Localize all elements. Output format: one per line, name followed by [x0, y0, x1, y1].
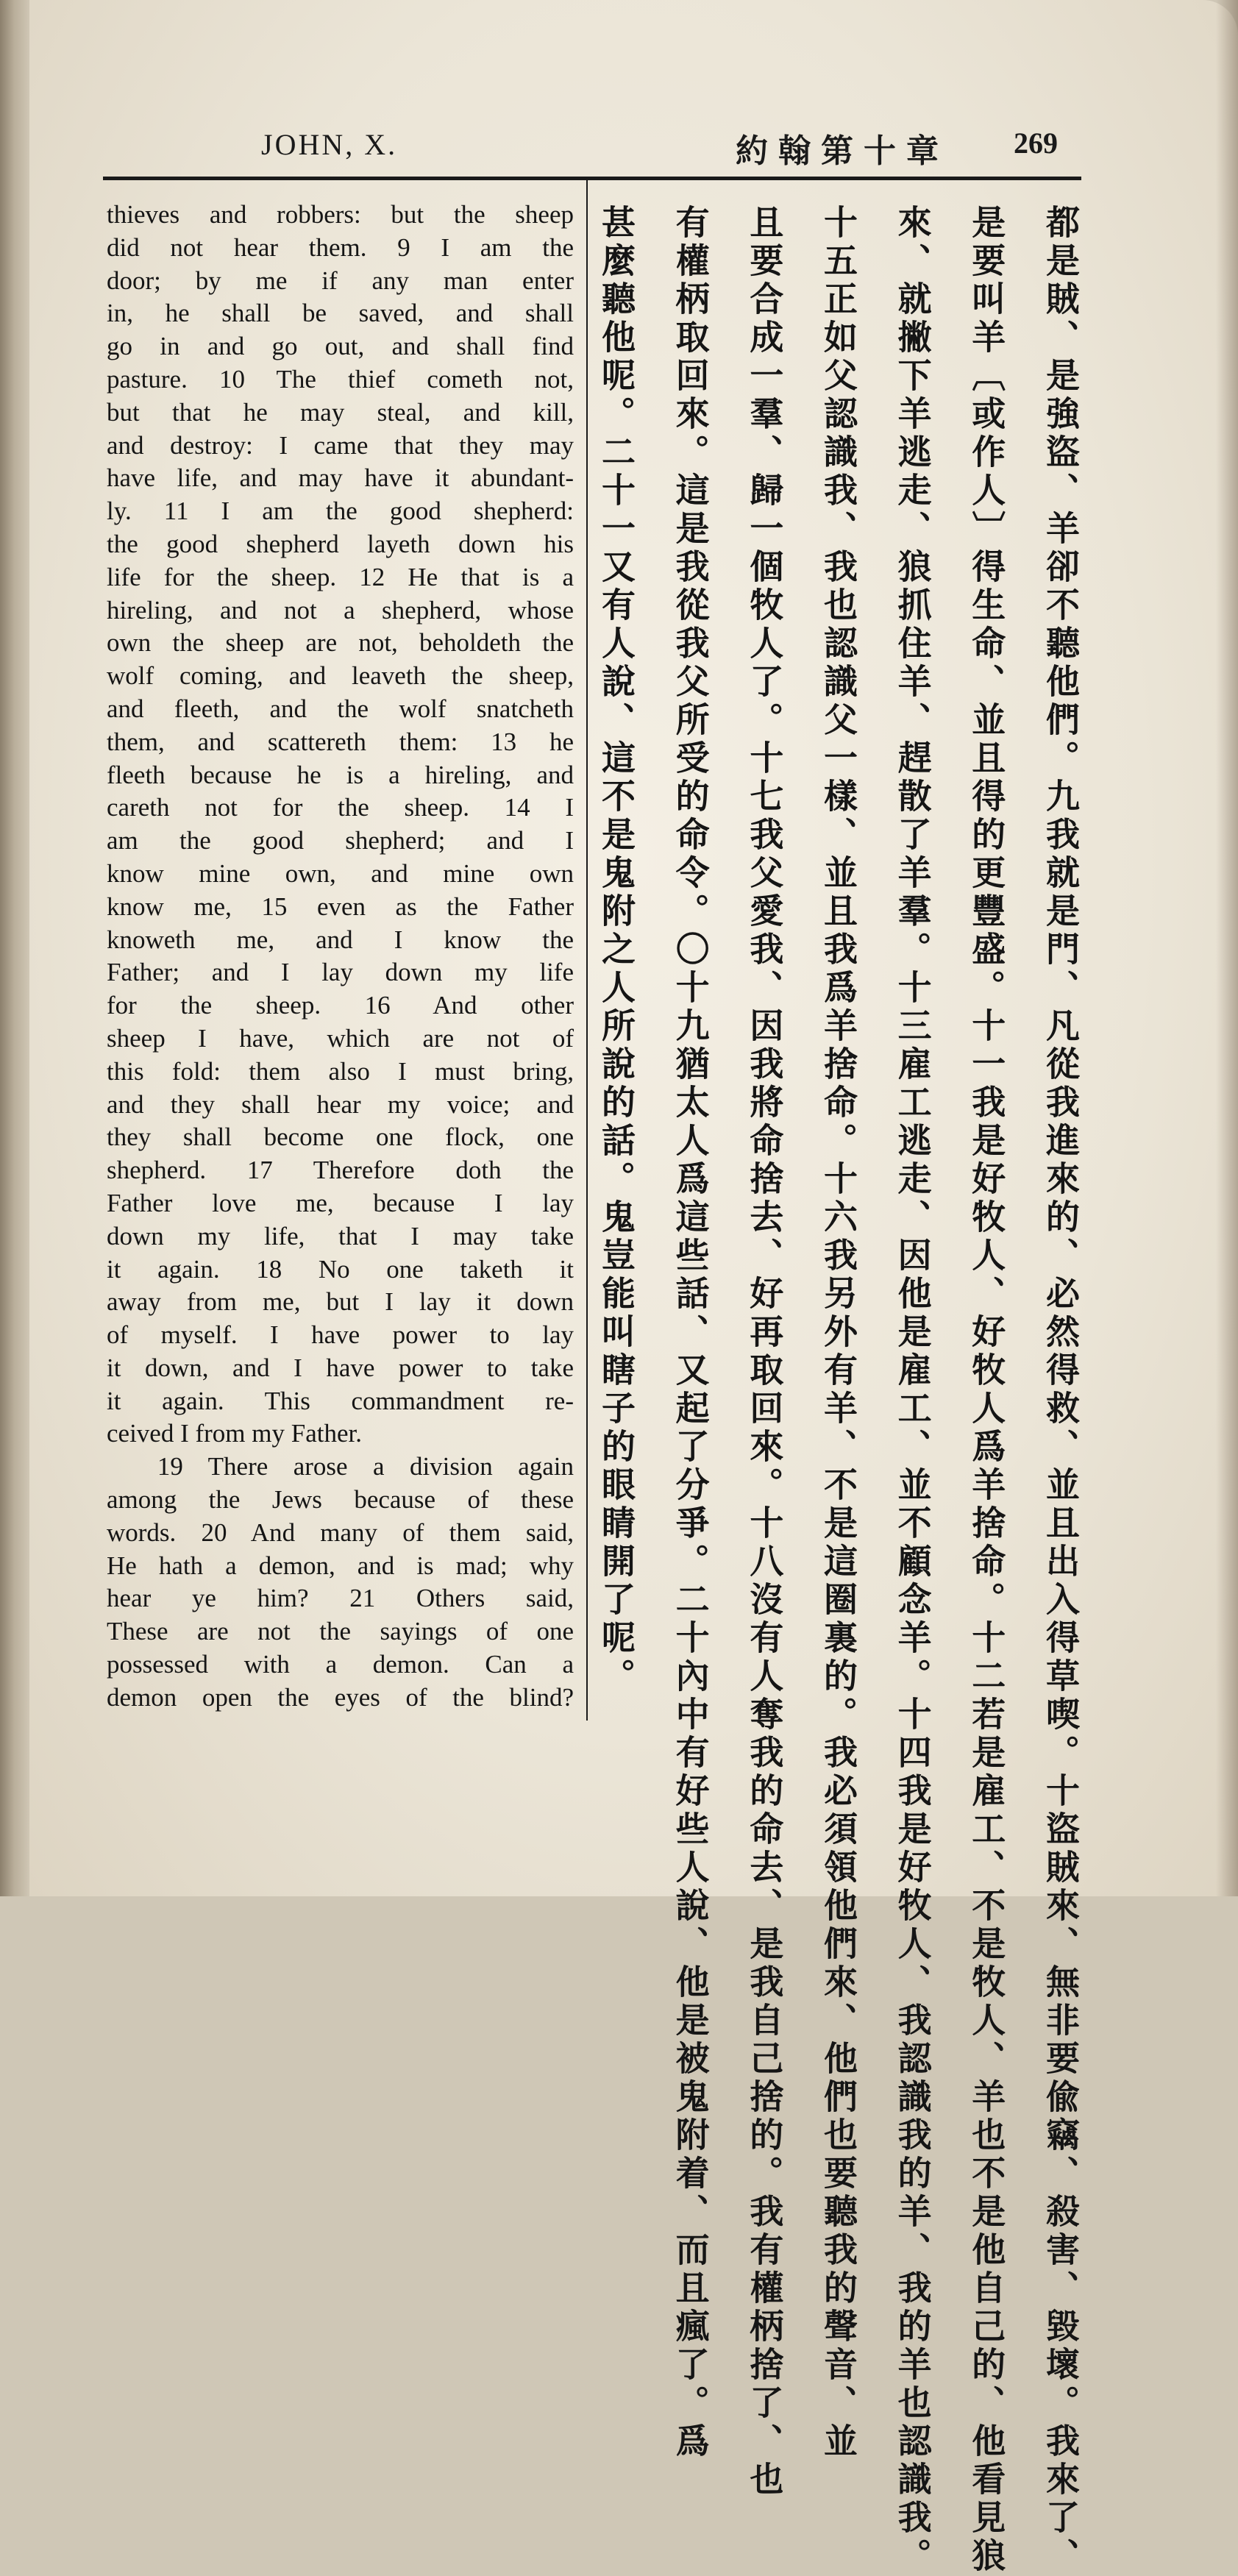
chinese-column: 甚麼聽他呢。二十一又有人說、這不是鬼附之人所說的話。鬼豈能叫瞎子的眼睛開了呢。	[597, 204, 636, 1696]
text-line: the good shepherd layeth down his	[107, 529, 574, 558]
text-line: life for the sheep. 12 He that is a	[107, 562, 574, 591]
text-line: for the sheep. 16 And other	[107, 991, 574, 1020]
page-number: 269	[1014, 127, 1058, 160]
text-line: demon open the eyes of the blind?	[107, 1682, 574, 1712]
text-line: thieves and robbers: but the sheep	[107, 200, 574, 229]
text-line: ceived I from my Father.	[107, 1419, 362, 1448]
text-line: in, he shall be saved, and shall	[107, 299, 574, 328]
text-line: away from me, but I lay it down	[107, 1287, 574, 1317]
chinese-column: 來、就撇下羊逃走、狼抓住羊、趕散了羊羣。十三雇工逃走、因他是雇工、並不顧念羊。十四我是好牧人、我認識我的羊、我的羊也認識我。	[892, 204, 933, 2576]
chinese-column: 且要合成一羣、歸一個牧人了。十七我父愛我、因我將命捨去、好再取回來。十八沒有人奪我的命去、是我自己捨的。我有權柄捨了、也	[744, 204, 785, 2499]
text-line: fleeth because he is a hireling, and	[107, 760, 574, 789]
chinese-column: 有權柄取回來。這是我從我父所受的命令。〇十九猶太人爲這些話、又起了分爭。二十內中有好些人說、他是被鬼附着、而且瘋了。爲	[670, 204, 711, 2461]
text-line: am the good shepherd; and I	[107, 826, 574, 855]
text-line: it down, and I have power to take	[107, 1353, 574, 1382]
page-edge-shadow	[1216, 0, 1238, 1896]
running-title-english: JOHN, X.	[261, 128, 398, 161]
text-line: 19 There arose a division again	[107, 1452, 574, 1481]
text-line: it again. 18 No one taketh it	[107, 1254, 574, 1284]
text-line: He hath a demon, and is mad; why	[107, 1551, 574, 1580]
text-line: they shall become one flock, one	[107, 1122, 574, 1152]
text-line: and they shall hear my voice; and	[107, 1089, 574, 1119]
text-line: down my life, that I may take	[107, 1221, 574, 1250]
text-line: These are not the sayings of one	[107, 1617, 574, 1646]
text-line: know mine own, and mine own	[107, 858, 574, 888]
text-line: Father love me, because I lay	[107, 1188, 574, 1217]
text-line: Father; and I lay down my life	[107, 958, 574, 987]
text-line: hireling, and not a shepherd, whose	[107, 595, 574, 625]
column-divider	[586, 179, 588, 1721]
text-line: of myself. I have power to lay	[107, 1320, 574, 1350]
chinese-column: 十五正如父認識我、我也認識父一樣、並且我爲羊捨命。十六我另外有羊、不是這圈裏的。我必須領他們來、他們也要聽我的聲音、並	[818, 204, 858, 2461]
text-line: have life, and may have it abundant-	[107, 463, 574, 493]
text-line: ly. 11 I am the good shepherd:	[107, 497, 574, 526]
text-line: own the sheep are not, beholdeth the	[107, 628, 574, 658]
text-line: pasture. 10 The thief cometh not,	[107, 364, 574, 394]
chinese-column: 是要叫羊〔或作人〕得生命、並且得的更豐盛。十一我是好牧人、好牧人爲羊捨命。十二若是雇工、不是牧人、羊也不是他自己的、他看見狼	[967, 204, 1007, 2576]
text-line: and destroy: I came that they may	[107, 430, 574, 460]
text-line: knoweth me, and I know the	[107, 925, 574, 954]
running-title-chinese: 約翰第十章	[736, 133, 949, 169]
english-text-column	[107, 199, 574, 1715]
text-line: possessed with a demon. Can a	[107, 1650, 574, 1679]
text-line: sheep I have, which are not of	[107, 1023, 574, 1053]
text-line: this fold: them also I must bring,	[107, 1056, 574, 1086]
text-line: go in and go out, and shall find	[107, 332, 574, 361]
text-line: but that he may steal, and kill,	[107, 397, 574, 427]
text-line: it again. This commandment re-	[107, 1386, 574, 1415]
chinese-column: 都是賊、是強盜、羊卻不聽他們。九我就是門、凡從我進來的、必然得救、並且出入得草喫。十盜賊來、無非要偸竊、殺害、毀壞。我來了、	[1040, 204, 1081, 2576]
text-line: among the Jews because of these	[107, 1485, 574, 1515]
text-line: hear ye him? 21 Others said,	[107, 1584, 574, 1613]
text-line: them, and scattereth them: 13 he	[107, 727, 574, 756]
text-line: know me, 15 even as the Father	[107, 892, 574, 921]
chinese-text-column	[596, 204, 1081, 2576]
text-line: wolf coming, and leaveth the sheep,	[107, 661, 574, 691]
text-line: shepherd. 17 Therefore doth the	[107, 1156, 574, 1185]
text-line: words. 20 And many of them said,	[107, 1518, 574, 1547]
text-line: door; by me if any man enter	[107, 266, 574, 295]
text-line: did not hear them. 9 I am the	[107, 232, 574, 262]
page-header	[103, 121, 1081, 173]
text-line: careth not for the sheep. 14 I	[107, 793, 574, 822]
header-rule	[103, 177, 1081, 180]
text-line: and fleeth, and the wolf snatcheth	[107, 694, 574, 723]
